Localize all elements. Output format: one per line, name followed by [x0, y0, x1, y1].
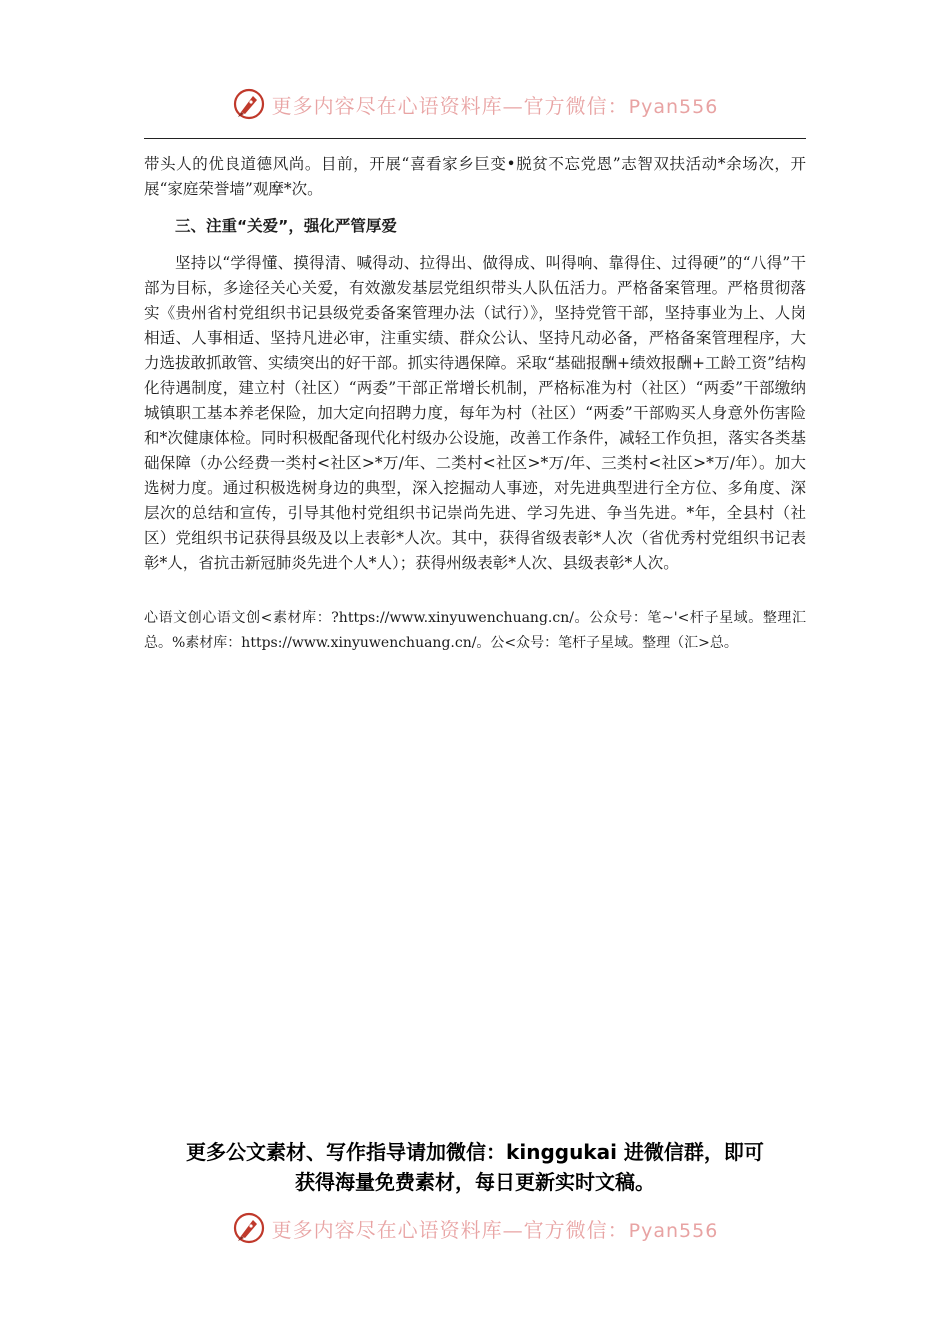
footer-cta: [0, 1137, 950, 1197]
banner-text: [272, 90, 719, 119]
pen-nib-logo-icon: [232, 87, 266, 121]
pen-nib-logo-icon: [232, 1211, 266, 1245]
banner-slogan: 更多内容尽在心语资料库—官方微信：: [271, 93, 629, 118]
footer-banner: [0, 1206, 950, 1250]
banner-text: [272, 1214, 719, 1243]
footer-cta-line-2: 获得海量免费素材，每日更新实时文稿。: [295, 1170, 655, 1194]
banner-slogan: 更多内容尽在心语资料库—官方微信：: [271, 1217, 629, 1242]
header-banner: [0, 82, 950, 126]
banner-wechat-handle: Pyan556: [628, 1219, 719, 1242]
source-note: 心语文创心语文创<素材库：?https://www.xinyuwenchuang.cn/。公众号：笔~'<杆子星域。整理汇总。%素材库：https://www.xinyuwenchuang.cn/。公<众号：笔杆子星域。整理（汇>总。: [144, 610, 806, 651]
banner-wechat-handle: Pyan556: [628, 95, 719, 118]
section-heading: 三、注重“关爱”，强化严管厚爱: [175, 217, 397, 235]
paragraph-continuation: 带头人的优良道德风尚。目前，开展“喜看家乡巨变•脱贫不忘党恩”志智双扶活动*余场次，开展“家庭荣誉墙”观摩*次。: [144, 155, 806, 198]
footer-cta-line-1: 更多公文素材、写作指导请加微信：kinggukai 进微信群，即可: [186, 1140, 764, 1164]
paragraph-body: 坚持以“学得懂、摸得清、喊得动、拉得出、做得成、叫得响、靠得住、过得硬”的“八得”干部为目标，多途径关心关爱，有效激发基层党组织带头人队伍活力。严格备案管理。严格贯彻落实《贵州省村党组织书记县级党委备案管理办法（试行）》，坚持党管干部，坚持事业为上、人岗相适、人事相适、坚持凡进必审，注重实绩、群众公认、坚持凡动必备，严格备案管理程序，大力选拔敢抓敢管、实绩突出的好干部。抓实待遇保障。采取“基础报酬+绩效报酬+工龄工资”结构化待遇制度，建立村（社区）“两委”干部正常增长机制，严格标准为村（社区）“两委”干部缴纳城镇职工基本养老保险，加大定向招聘力度，每年为村（社区）“两委”干部购买人身意外伤害险和*次健康体检。同时积极配备现代化村级办公设施，改善工作条件，减轻工作负担，落实各类基础保障（办公经费一类村<社区>*万/年、二类村<社区>*万/年、三类村<社区>*万/年）。加大选树力度。通过积极选树身边的典型，深入挖掘动人事迹，对先进典型进行全方位、多角度、深层次的总结和宣传，引导其他村党组织书记崇尚先进、学习先进、争当先进。*年，全县村（社区）党组织书记获得县级及以上表彰*人次。其中，获得省级表彰*人次（省优秀村党组织书记表彰*人，省抗击新冠肺炎先进个人*人）；获得州级表彰*人次、县级表彰*人次。: [144, 254, 806, 572]
document-body: [144, 152, 806, 656]
header-divider: [144, 138, 806, 139]
